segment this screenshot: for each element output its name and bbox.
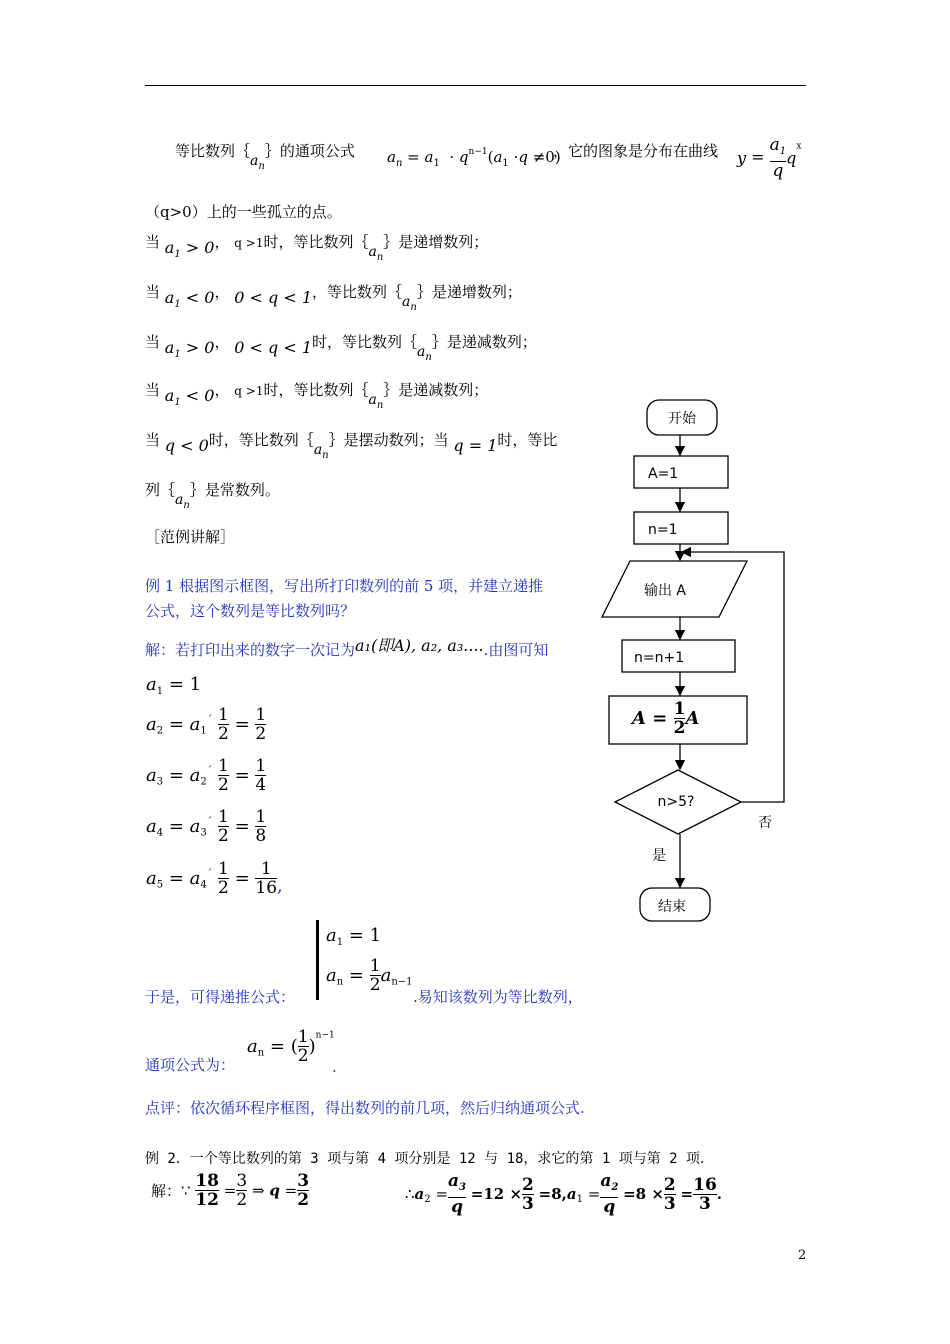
case-1: 当 $a_1 > 0$， q >1时，等比数列$\{a_n\}$是递增数列； — [145, 233, 489, 263]
example1-question-2: 公式，这个数列是等比数列吗？ — [145, 602, 356, 620]
flow-end-label: 结束 — [658, 899, 686, 915]
flow-update-formula: A = $\frac{1}{2}$ A — [632, 699, 700, 738]
general-term-period: . — [332, 1058, 337, 1076]
eq-a3: $a_3 = a_2^´$ $\frac{1}{2}$ = $\frac{1}{4}$ — [146, 756, 267, 795]
flow-output-label: 输出 A — [643, 583, 687, 599]
eq-a2: $a_2 = a_1^´$ $\frac{1}{2}$ = $\frac{1}{2}$ — [146, 705, 267, 744]
intro-line-1: 等比数列$\{a_n\}$的通项公式 — [175, 142, 355, 172]
example2-solution-part2: $\therefore a_2$ = $\frac{a_3}{q}$ =12 × $\frac{2}{3}$ $=8,a_1$ = $\frac{a_2}{q}$ =8 × $\frac{2}{3}$ = $\frac{16}{3}$ . — [405, 1171, 723, 1217]
flow-yes-label: 是 — [652, 848, 666, 864]
case-4: 当 $a_1 < 0$， q >1时，等比数列$\{a_n\}$是递减数列； — [145, 381, 489, 411]
flow-init-a-label: A=1 — [648, 466, 679, 482]
case-5: 当 q < 0时，等比数列$\{a_n\}$是摆动数列；当 q = 1时，等比 — [145, 431, 558, 461]
flow-start-label: 开始 — [668, 411, 696, 427]
intro-curve-text: ，它的图象是分布在曲线 — [553, 142, 719, 160]
case-2: 当 $a_1 < 0$， 0 < q < 1，等比数列$\{a_n\}$是递增数列； — [145, 283, 522, 313]
example1-comment: 点评：依次循环程序框图，得出数列的前几项，然后归纳通项公式. — [145, 1099, 585, 1117]
recurrence-an: $a_n$ = $\frac{1}{2}$ $a_{n-1}$ — [326, 956, 413, 995]
curve-formula: y = $\frac{a_1}{q}$ $q^x$ — [737, 135, 802, 181]
example1-question-1: 例 1 根据图示框图，写出所打印数列的前 5 项，并建立递推 — [145, 577, 544, 595]
intro-line-2: （q>0）上的一些孤立的点。 — [145, 203, 342, 221]
eq-a5: $a_5 = a_4^´$ $\frac{1}{2}$ = $\frac{1}{16}$ , — [146, 859, 283, 898]
flow-init-n-label: n=1 — [648, 522, 678, 538]
recurrence-tail: .易知该数列为等比数列， — [413, 988, 583, 1006]
page-number: 2 — [798, 1248, 807, 1263]
flow-condition-label: n>5? — [657, 794, 695, 810]
eq-a1: $a_1 = 1$ — [146, 674, 202, 697]
general-term-intro: 通项公式为： — [145, 1056, 236, 1074]
section-title: ［范例讲解］ — [145, 528, 236, 546]
example2-question: 例 2．一个等比数列的第 3 项与第 4 项分别是 12 与 18，求它的第 1 项与第 2 项． — [145, 1151, 715, 1167]
eq-a4: $a_4 = a_3^´$ $\frac{1}{2}$ = $\frac{1}{8}$ — [146, 807, 267, 846]
general-term-formula: $a_n = a_1 \cdot q^{n-1}(a_1 \cdot q \ne 0)$ — [387, 147, 561, 169]
case-3: 当 $a_1 > 0$， 0 < q < 1时，等比数列$\{a_n\}$是递减数列； — [145, 333, 537, 363]
general-term-result: $a_n$ = ( $\frac{1}{2}$ )$^{n-1}$ — [247, 1027, 335, 1066]
flow-no-label: 否 — [758, 815, 772, 831]
case-5-cont: 列$\{a_n\}$是常数列。 — [145, 481, 280, 511]
example2-solution-part1: 解：∵ $\frac{18}{12}$ = $\frac{3}{2}$ ⇒ q = $\frac{3}{2}$ — [151, 1171, 310, 1210]
recurrence-intro: 于是，可得递推公式： — [145, 988, 296, 1006]
example1-solution-line: 解：若打印出来的数字一次记为a₁(即A), a₂, a₃.....由图可知 — [145, 636, 549, 659]
flow-incr-label: n=n+1 — [634, 650, 685, 666]
recurrence-a1: $a_1 = 1$ — [326, 925, 382, 948]
